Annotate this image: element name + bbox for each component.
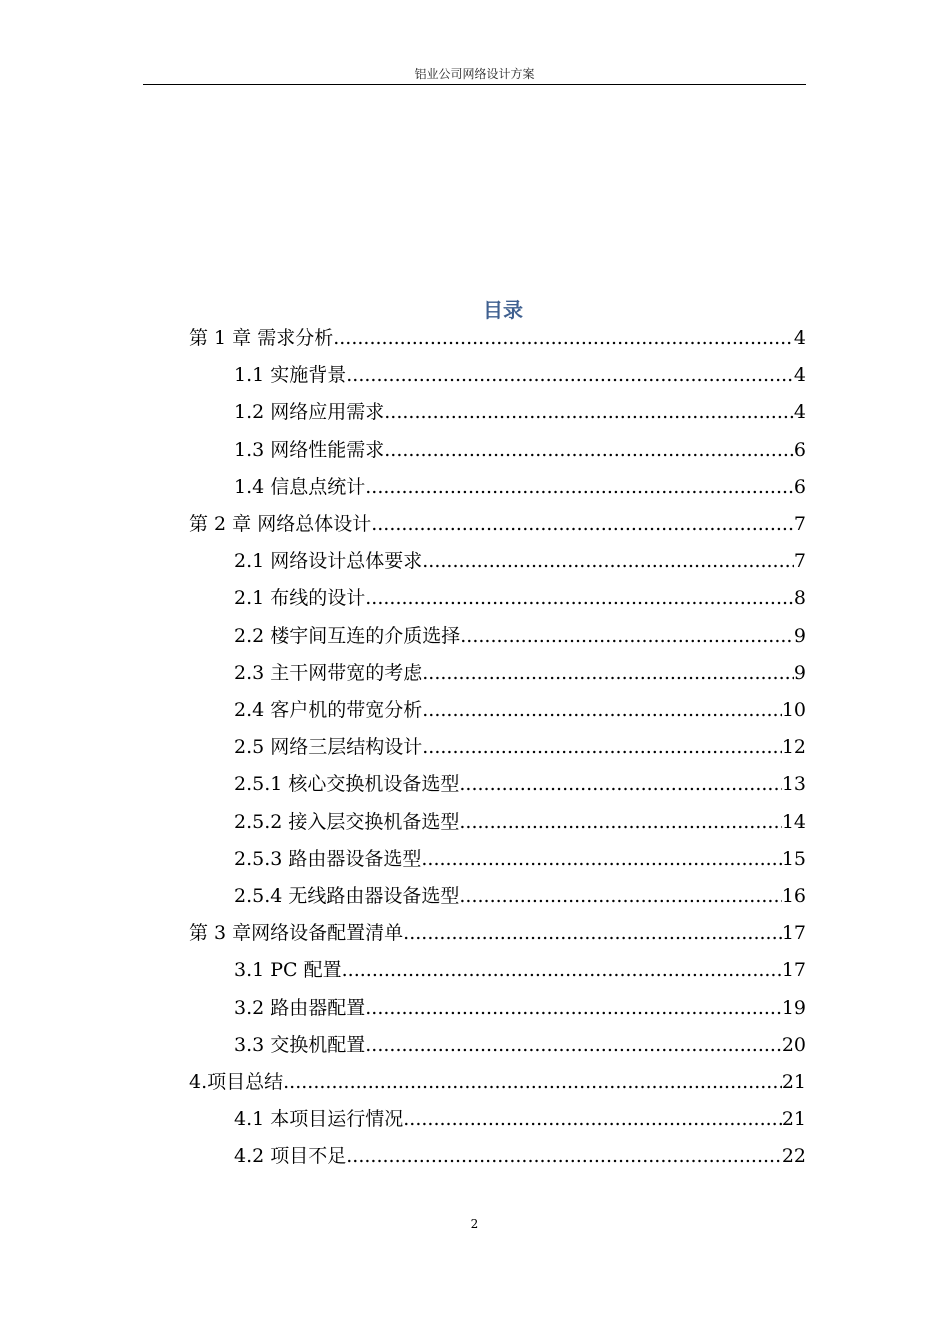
toc-entry-page: 9 [793, 661, 806, 684]
toc-dot-leader [371, 506, 794, 543]
toc-entry[interactable] [234, 804, 806, 841]
toc-entry-page: 17 [781, 922, 806, 945]
toc-entry[interactable] [234, 618, 806, 655]
toc-entry-label: 第 1 章 需求分析 [189, 327, 334, 349]
toc-entry[interactable] [234, 394, 806, 431]
toc-dot-leader [403, 1101, 782, 1138]
toc-dot-leader [333, 320, 794, 357]
toc-dot-leader [422, 543, 794, 580]
toc-entry-label: 2.1 网络设计总体要求 [234, 550, 423, 573]
toc-entry-page: 14 [781, 810, 806, 833]
toc-entry-page: 4 [793, 401, 806, 424]
toc-entry-label: 1.2 网络应用需求 [234, 401, 385, 424]
toc-entry-page: 4 [793, 364, 806, 387]
toc-entry[interactable] [234, 469, 806, 506]
toc-entry[interactable] [234, 543, 806, 580]
toc-entry[interactable] [234, 729, 806, 766]
toc-entry-page: 21 [781, 1108, 806, 1131]
toc-entry-page: 22 [781, 1145, 806, 1168]
header-divider [143, 84, 806, 85]
toc-entry[interactable] [234, 841, 806, 878]
toc-entry-label: 3.1 PC 配置 [234, 959, 342, 982]
toc-dot-leader [384, 432, 794, 469]
toc-entry-label: 4.项目总结 [189, 1071, 284, 1093]
toc-entry-page: 7 [793, 513, 806, 535]
toc-entry-label: 2.2 楼宇间互连的介质选择 [234, 624, 461, 647]
toc-entry-page: 9 [793, 624, 806, 647]
toc-entry-page: 10 [781, 699, 806, 721]
toc-entry[interactable] [234, 766, 806, 803]
toc-entry[interactable] [234, 878, 806, 915]
toc-entry[interactable] [234, 432, 806, 469]
toc-dot-leader [403, 915, 782, 952]
toc-title: 目录 [483, 298, 523, 322]
toc-entry[interactable] [234, 1027, 806, 1064]
toc-dot-leader [459, 878, 781, 915]
toc-dot-leader [421, 841, 781, 878]
toc-entry-label: 2.5.1 核心交换机设备选型 [234, 773, 460, 796]
toc-dot-leader [365, 580, 794, 617]
toc-entry[interactable] [234, 580, 806, 617]
toc-dot-leader [283, 1064, 782, 1101]
toc-entry-page: 16 [781, 885, 806, 907]
toc-entry-page: 7 [793, 550, 806, 573]
toc-entry-label: 2.4 客户机的带宽分析 [234, 699, 423, 721]
toc-entry-page: 6 [793, 475, 806, 498]
toc-entry[interactable] [234, 952, 806, 989]
toc-entry-label: 1.3 网络性能需求 [234, 438, 385, 461]
toc-entry-label: 4.1 本项目运行情况 [234, 1108, 404, 1131]
toc-entry-page: 8 [793, 587, 806, 610]
toc-entry-label: 2.5.2 接入层交换机备选型 [234, 810, 460, 833]
toc-entry[interactable] [189, 915, 806, 952]
toc-dot-leader [365, 990, 782, 1027]
toc-entry-label: 1.1 实施背景 [234, 364, 347, 387]
toc-dot-leader [365, 469, 794, 506]
toc-dot-leader [342, 952, 782, 989]
toc-entry-page: 19 [781, 996, 806, 1019]
toc-entry-label: 3.2 路由器配置 [234, 996, 366, 1019]
toc-entry-page: 21 [781, 1071, 806, 1093]
toc-entry[interactable] [189, 1064, 806, 1101]
toc-entry-label: 2.3 主干网带宽的考虑 [234, 661, 423, 684]
toc-dot-leader [422, 729, 782, 766]
toc-entry-page: 6 [793, 438, 806, 461]
toc-entry-page: 13 [781, 773, 806, 796]
toc-dot-leader [346, 1138, 782, 1175]
toc-entry-label: 4.2 项目不足 [234, 1145, 347, 1168]
toc-dot-leader [459, 804, 781, 841]
toc-dot-leader [460, 618, 794, 655]
toc-entry[interactable] [234, 357, 806, 394]
toc-entry[interactable] [189, 506, 806, 543]
toc-entry[interactable] [234, 1138, 806, 1175]
toc-entry[interactable] [234, 1101, 806, 1138]
toc-entry-label: 1.4 信息点统计 [234, 475, 366, 498]
toc-entry-label: 2.1 布线的设计 [234, 587, 366, 610]
toc-entry[interactable] [234, 692, 806, 729]
toc-entry-label: 2.5.3 路由器设备选型 [234, 847, 422, 870]
toc-dot-leader [459, 766, 781, 803]
toc-entry[interactable] [234, 990, 806, 1027]
page-number: 2 [470, 1217, 479, 1231]
toc-dot-leader [422, 692, 782, 729]
toc-entry-label: 2.5 网络三层结构设计 [234, 736, 423, 759]
toc-entry-page: 15 [781, 847, 806, 870]
page-header: 铝业公司网络设计方案 [414, 67, 535, 81]
toc-entry-page: 4 [793, 327, 806, 349]
toc-entry[interactable] [234, 655, 806, 692]
toc-dot-leader [365, 1027, 782, 1064]
toc-entry[interactable] [189, 320, 806, 357]
toc-entry-label: 3.3 交换机配置 [234, 1033, 366, 1056]
toc-entry-label: 2.5.4 无线路由器设备选型 [234, 885, 460, 907]
toc-entry-page: 12 [781, 736, 806, 759]
toc-entry-page: 20 [781, 1033, 806, 1056]
toc-entry-page: 17 [781, 959, 806, 982]
toc-dot-leader [346, 357, 794, 394]
toc-entry-label: 第 2 章 网络总体设计 [189, 513, 372, 535]
toc-dot-leader [422, 655, 794, 692]
toc-dot-leader [384, 394, 794, 431]
toc-entry-label: 第 3 章网络设备配置清单 [189, 922, 404, 945]
